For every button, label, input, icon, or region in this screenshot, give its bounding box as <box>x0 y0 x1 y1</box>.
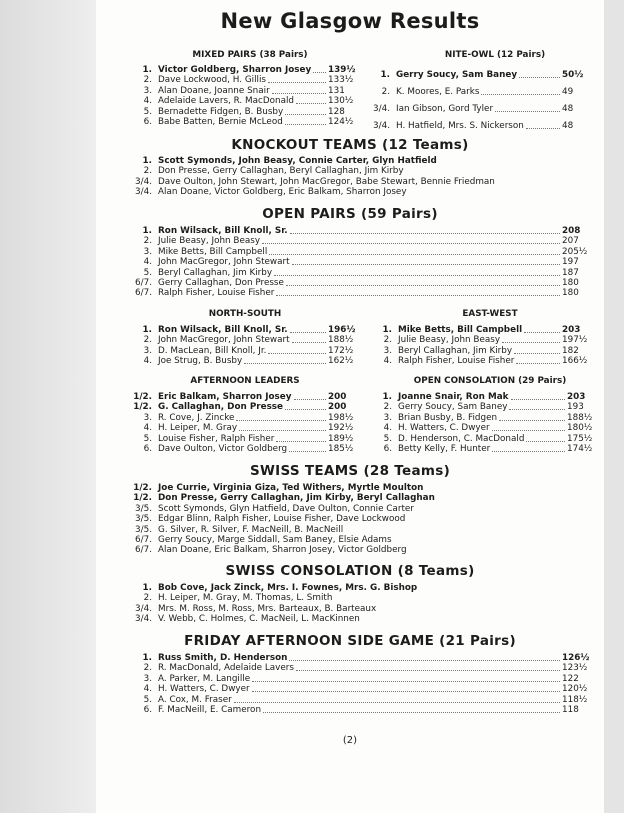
dot-leader <box>252 691 560 692</box>
dot-leader <box>285 409 326 410</box>
player-names: H. Hatfield, Mrs. S. Nickerson <box>396 121 524 131</box>
player-names: John MacGregor, John Stewart <box>158 335 290 346</box>
open-consolation-list <box>370 392 595 454</box>
result-row <box>130 525 600 535</box>
placing: 3/4. <box>373 121 390 131</box>
mixed-pairs-list <box>130 65 356 127</box>
score: 203 <box>567 392 586 402</box>
result-row <box>130 268 590 278</box>
placing: 3. <box>143 345 152 356</box>
dot-leader <box>502 342 560 343</box>
player-names: Mike Betts, Bill Campbell <box>398 325 523 335</box>
score: 124½ <box>328 116 354 127</box>
placing: 4. <box>143 96 152 107</box>
result-row <box>130 156 600 166</box>
result-row <box>130 423 356 433</box>
dot-leader <box>285 114 326 115</box>
result-row <box>130 402 356 412</box>
player-names: Scott Symonds, John Beasy, Connie Carter, Glyn Hatfield <box>158 156 437 166</box>
score: 172½ <box>328 345 354 356</box>
placing: 2. <box>383 402 392 413</box>
player-names: Don Presse, Gerry Callaghan, Beryl Callaghan, Jim Kirby <box>158 166 404 177</box>
player-names: A. Cox, M. Fraser <box>158 694 232 705</box>
dot-leader <box>268 353 326 354</box>
result-row <box>130 392 356 402</box>
player-names: K. Moores, E. Parks <box>396 87 480 97</box>
dot-leader <box>526 441 565 442</box>
page-title: New Glasgow Results <box>220 9 480 33</box>
placing: 1. <box>142 226 152 236</box>
placing: 3. <box>383 345 392 356</box>
player-names: Babe Batten, Bernie McLeod <box>158 116 283 127</box>
result-row <box>130 444 356 454</box>
result-row <box>368 70 590 87</box>
score: 162½ <box>328 356 354 367</box>
player-names: D. Henderson, C. MacDonald <box>398 433 525 444</box>
result-row <box>370 325 590 335</box>
dot-leader <box>252 681 560 682</box>
player-names: Julie Beasy, John Beasy <box>398 335 501 346</box>
placing: 6. <box>143 704 152 715</box>
dot-leader <box>511 399 565 400</box>
placing: 3/4. <box>135 187 152 198</box>
player-names: Victor Goldberg, Sharron Josey <box>158 65 312 75</box>
placing: 1. <box>142 156 152 166</box>
player-names: Brian Busby, B. Fidgen <box>398 412 498 423</box>
score: 126½ <box>562 653 590 663</box>
placing: 1. <box>142 653 152 663</box>
player-names: R. Cove, J. Zincke <box>158 412 235 423</box>
player-names: G. Silver, R. Silver, F. MacNeill, B. MacNeill <box>158 524 344 535</box>
dot-leader <box>244 363 326 364</box>
score: 182 <box>562 345 579 356</box>
placing: 2. <box>143 236 152 247</box>
dot-leader <box>290 233 560 234</box>
dot-leader <box>268 82 326 83</box>
score: 123½ <box>562 663 588 674</box>
placing: 6. <box>143 116 152 127</box>
result-row <box>130 75 356 85</box>
score: 192½ <box>328 423 354 434</box>
placing: 1. <box>142 583 152 593</box>
result-row <box>370 423 595 433</box>
result-row <box>130 653 590 663</box>
player-names: Russ Smith, D. Henderson <box>158 653 288 663</box>
east-west-heading: EAST-WEST <box>462 309 518 319</box>
placing: 5. <box>143 106 152 117</box>
score: 207 <box>562 236 579 247</box>
dot-leader <box>285 124 326 125</box>
dot-leader <box>289 451 326 452</box>
score: 118 <box>562 704 579 715</box>
score: 187 <box>562 267 579 278</box>
scan-left-margin <box>0 0 96 813</box>
page-number: (2) <box>342 735 358 746</box>
placing: 1/2. <box>133 483 152 493</box>
dot-leader <box>296 670 560 671</box>
score: 128 <box>328 106 345 117</box>
result-row <box>130 96 356 106</box>
score: 48 <box>562 121 574 131</box>
player-names: Dave Oulton, John Stewart, John MacGregor, Babe Stewart, Bennie Friedman <box>158 176 495 187</box>
dot-leader <box>269 254 560 255</box>
player-names: H. Watters, C. Dwyer <box>398 423 490 434</box>
result-row <box>130 117 356 127</box>
dot-leader <box>499 420 565 421</box>
player-names: Dave Oulton, Victor Goldberg <box>158 443 288 454</box>
result-row <box>130 535 600 545</box>
player-names: A. Parker, M. Langille <box>158 673 251 684</box>
nite-owl-heading: NITE-OWL (12 Pairs) <box>444 50 546 60</box>
result-row <box>370 444 595 454</box>
player-names: Mike Betts, Bill Campbell <box>158 246 268 257</box>
score: 185½ <box>328 443 354 454</box>
result-row <box>370 346 590 356</box>
score: 166½ <box>562 356 588 367</box>
dot-leader <box>276 441 326 442</box>
score: 174½ <box>567 443 593 454</box>
friday-side-game-list <box>130 653 590 715</box>
score: 189½ <box>328 433 354 444</box>
placing: 2. <box>143 166 152 177</box>
player-names: Alan Doane, Eric Balkam, Sharron Josey, Victor Goldberg <box>158 545 407 556</box>
result-row <box>368 104 590 121</box>
dot-leader <box>276 295 560 296</box>
score: 188½ <box>567 412 593 423</box>
placing: 5. <box>143 433 152 444</box>
player-names: Beryl Callaghan, Jim Kirby <box>398 345 513 356</box>
result-row <box>130 257 590 267</box>
player-names: Alan Doane, Joanne Snair <box>158 85 270 96</box>
dot-leader <box>481 94 560 95</box>
placing: 6/7. <box>135 545 152 556</box>
dot-leader <box>274 275 560 276</box>
score: 205½ <box>562 246 588 257</box>
player-names: R. MacDonald, Adelaide Lavers <box>158 663 294 674</box>
score: 203 <box>562 325 581 335</box>
score: 175½ <box>567 433 593 444</box>
placing: 3/4. <box>135 176 152 187</box>
placing: 1/2. <box>133 402 152 413</box>
result-row <box>130 684 590 694</box>
result-row <box>130 346 356 356</box>
result-row <box>370 402 595 412</box>
score: 200 <box>328 402 347 413</box>
score: 196½ <box>328 325 356 335</box>
swiss-consolation-list <box>130 583 600 625</box>
swiss-teams-heading: SWISS TEAMS (28 Teams) <box>249 463 451 479</box>
placing: 1/2. <box>133 392 152 402</box>
player-names: D. MacLean, Bill Knoll, Jr. <box>158 345 267 356</box>
placing: 5. <box>143 694 152 705</box>
placing: 3/4. <box>135 614 152 625</box>
mixed-pairs-heading: MIXED PAIRS (38 Pairs) <box>192 50 308 60</box>
player-names: Adelaide Lavers, R. MacDonald <box>158 96 294 107</box>
afternoon-leaders-list <box>130 392 356 454</box>
placing: 5. <box>143 267 152 278</box>
score: 188½ <box>328 335 354 346</box>
player-names: John MacGregor, John Stewart <box>158 257 290 268</box>
knockout-heading: KNOCKOUT TEAMS (12 Teams) <box>231 137 469 153</box>
player-names: Edgar Blinn, Ralph Fisher, Louise Fisher, Dave Lockwood <box>158 514 406 525</box>
dot-leader <box>514 353 560 354</box>
player-names: Joanne Snair, Ron Mak <box>398 392 509 402</box>
player-names: Beryl Callaghan, Jim Kirby <box>158 267 273 278</box>
placing: 4. <box>143 257 152 268</box>
player-names: Alan Doane, Victor Goldberg, Eric Balkam, Sharron Josey <box>158 187 407 198</box>
result-row <box>130 514 600 524</box>
player-names: Gerry Soucy, Sam Baney <box>396 70 518 80</box>
open-pairs-list <box>130 226 590 299</box>
result-row <box>130 434 356 444</box>
dot-leader <box>492 430 565 431</box>
score: 122 <box>562 673 579 684</box>
placing: 5. <box>383 433 392 444</box>
nite-owl-list <box>368 70 590 130</box>
player-names: Mrs. M. Ross, M. Ross, Mrs. Barteaux, B. Barteaux <box>158 603 377 614</box>
score: 139½ <box>328 65 356 75</box>
placing: 2. <box>143 335 152 346</box>
dot-leader <box>286 285 560 286</box>
placing: 3/5. <box>135 503 152 514</box>
east-west-list <box>370 325 590 367</box>
dot-leader <box>313 72 326 73</box>
player-names: Dave Lockwood, H. Gillis <box>158 75 267 86</box>
score: 180 <box>562 288 579 299</box>
knockout-list <box>130 156 600 198</box>
player-names: Joe Currie, Virginia Giza, Ted Withers, Myrtle Moulton <box>158 483 424 493</box>
score: 48 <box>562 104 574 114</box>
dot-leader <box>272 93 326 94</box>
result-row <box>130 278 590 288</box>
placing: 4. <box>383 423 392 434</box>
player-names: Ian Gibson, Gord Tyler <box>396 104 494 114</box>
player-names: Louise Fisher, Ralph Fisher <box>158 433 275 444</box>
score: 200 <box>328 392 347 402</box>
player-names: Don Presse, Gerry Callaghan, Jim Kirby, Beryl Callaghan <box>158 493 435 504</box>
result-row <box>370 335 590 345</box>
placing: 2. <box>143 663 152 674</box>
placing: 3. <box>143 85 152 96</box>
score: 193 <box>567 402 584 413</box>
player-names: H. Watters, C. Dwyer <box>158 684 250 695</box>
placing: 1. <box>142 325 152 335</box>
player-names: Scott Symonds, Glyn Hatfield, Dave Oulton, Connie Carter <box>158 503 414 514</box>
open-consolation-heading: OPEN CONSOLATION (29 Pairs) <box>413 376 567 386</box>
placing: 3/5. <box>135 524 152 535</box>
result-row <box>130 583 600 593</box>
result-row <box>130 663 590 673</box>
placing: 3/4. <box>373 104 390 114</box>
score: 130½ <box>328 96 354 107</box>
result-row <box>130 236 590 246</box>
dot-leader <box>292 342 326 343</box>
dot-leader <box>234 702 560 703</box>
placing: 3. <box>143 246 152 257</box>
result-row <box>130 187 600 197</box>
afternoon-leaders-heading: AFTERNOON LEADERS <box>190 376 300 386</box>
result-row <box>370 413 595 423</box>
dot-leader <box>290 332 326 333</box>
player-names: Bob Cove, Jack Zinck, Mrs. I. Fownes, Mrs. G. Bishop <box>158 583 418 593</box>
score: 131 <box>328 85 345 96</box>
player-names: Gerry Callaghan, Don Presse <box>158 277 284 288</box>
player-names: Gerry Soucy, Sam Baney <box>398 402 508 413</box>
result-row <box>130 107 356 117</box>
placing: 1. <box>382 392 392 402</box>
result-row <box>130 86 356 96</box>
score: 180 <box>562 277 579 288</box>
dot-leader <box>292 264 560 265</box>
result-row <box>368 87 590 104</box>
result-row <box>130 65 356 75</box>
score: 133½ <box>328 75 354 86</box>
placing: 6/7. <box>135 277 152 288</box>
dot-leader <box>236 420 326 421</box>
result-row <box>130 674 590 684</box>
dot-leader <box>524 332 560 333</box>
placing: 3/4. <box>135 603 152 614</box>
result-row <box>130 247 590 257</box>
placing: 1/2. <box>133 493 152 504</box>
result-row <box>130 177 600 187</box>
result-row <box>130 604 600 614</box>
result-row <box>130 705 590 715</box>
result-row <box>130 356 356 366</box>
result-row <box>130 288 590 298</box>
player-names: H. Leiper, M. Gray <box>158 423 238 434</box>
placing: 3/5. <box>135 514 152 525</box>
result-row <box>130 325 356 335</box>
result-row <box>368 121 590 138</box>
placing: 6. <box>143 443 152 454</box>
swiss-consolation-heading: SWISS CONSOLATION (8 Teams) <box>225 563 475 579</box>
score: 208 <box>562 226 581 236</box>
player-names: Bernadette Fidgen, B. Busby <box>158 106 284 117</box>
score: 118½ <box>562 694 588 705</box>
scan-right-margin <box>604 0 624 813</box>
dot-leader <box>516 363 560 364</box>
score: 198½ <box>328 412 354 423</box>
result-row <box>130 483 600 493</box>
result-row <box>370 356 590 366</box>
result-row <box>130 166 600 176</box>
player-names: Ralph Fisher, Louise Fisher <box>398 356 515 367</box>
placing: 2. <box>383 335 392 346</box>
result-row <box>130 504 600 514</box>
player-names: Julie Beasy, John Beasy <box>158 236 261 247</box>
score: 197½ <box>562 335 588 346</box>
player-names: Betty Kelly, F. Hunter <box>398 443 491 454</box>
dot-leader <box>519 77 560 78</box>
placing: 6. <box>383 443 392 454</box>
dot-leader <box>263 712 560 713</box>
placing: 3. <box>383 412 392 423</box>
placing: 2. <box>143 75 152 86</box>
player-names: V. Webb, C. Holmes, C. MacNeil, L. MacKinnen <box>158 614 360 625</box>
result-row <box>130 226 590 236</box>
placing: 2. <box>143 593 152 604</box>
player-names: Eric Balkam, Sharron Josey <box>158 392 292 402</box>
player-names: G. Callaghan, Don Presse <box>158 402 284 413</box>
dot-leader <box>296 103 326 104</box>
dot-leader <box>495 111 560 112</box>
placing: 3. <box>143 412 152 423</box>
result-row <box>370 392 595 402</box>
result-row <box>130 493 600 503</box>
placing: 1. <box>382 325 392 335</box>
north-south-list <box>130 325 356 367</box>
score: 49 <box>562 87 574 97</box>
dot-leader <box>294 399 326 400</box>
north-south-heading: NORTH-SOUTH <box>208 309 282 319</box>
player-names: Ron Wilsack, Bill Knoll, Sr. <box>158 226 288 236</box>
result-row <box>130 413 356 423</box>
result-row <box>130 335 356 345</box>
dot-leader <box>526 128 560 129</box>
player-names: Ron Wilsack, Bill Knoll, Sr. <box>158 325 288 335</box>
player-names: H. Leiper, M. Gray, M. Thomas, L. Smith <box>158 593 333 604</box>
placing: 4. <box>143 423 152 434</box>
swiss-teams-list <box>130 483 600 556</box>
result-row <box>130 614 600 624</box>
placing: 4. <box>143 684 152 695</box>
score: 197 <box>562 257 579 268</box>
placing: 4. <box>383 356 392 367</box>
dot-leader <box>262 243 560 244</box>
placing: 4. <box>143 356 152 367</box>
friday-side-game-heading: FRIDAY AFTERNOON SIDE GAME (21 Pairs) <box>184 633 516 649</box>
dot-leader <box>509 409 565 410</box>
placing: 1. <box>142 65 152 75</box>
player-names: Gerry Soucy, Marge Siddall, Sam Baney, Elsie Adams <box>158 534 392 545</box>
score: 180½ <box>567 423 593 434</box>
score: 50½ <box>562 70 584 80</box>
score: 120½ <box>562 684 588 695</box>
placing: 1. <box>380 70 390 80</box>
result-row <box>130 695 590 705</box>
open-pairs-heading: OPEN PAIRS (59 Pairs) <box>262 206 438 222</box>
player-names: Joe Strug, B. Busby <box>158 356 243 367</box>
result-row <box>370 434 595 444</box>
placing: 6/7. <box>135 288 152 299</box>
placing: 2. <box>381 87 390 97</box>
dot-leader <box>492 451 565 452</box>
placing: 6/7. <box>135 534 152 545</box>
player-names: Ralph Fisher, Louise Fisher <box>158 288 275 299</box>
result-row <box>130 545 600 555</box>
player-names: F. MacNeill, E. Cameron <box>158 704 262 715</box>
placing: 3. <box>143 673 152 684</box>
result-row <box>130 593 600 603</box>
dot-leader <box>239 430 326 431</box>
dot-leader <box>289 660 560 661</box>
